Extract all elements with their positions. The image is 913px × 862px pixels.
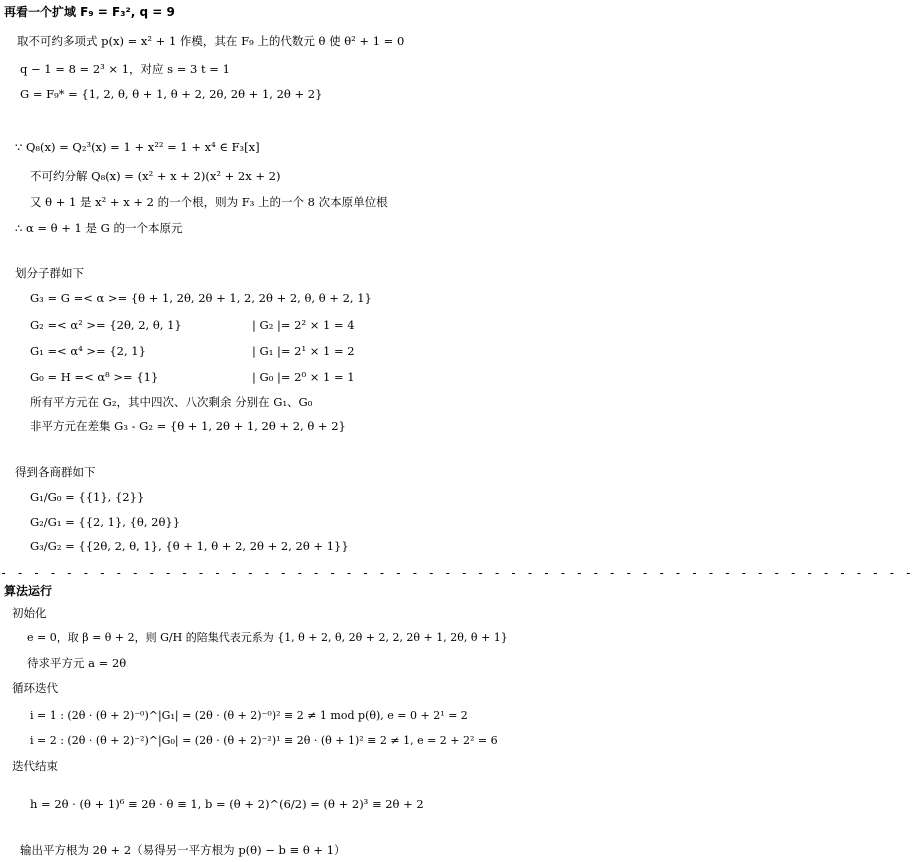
iteration-1-line: i = 1 : (2θ · (θ + 2)⁻⁰)^|G₁| = (2θ · (θ + 2)⁻⁰)² ≡ 2 ≠ 1 mod p(θ), e = 0 + 2¹ = 2 [30,709,468,722]
factorization-line: 不可约分解 Q₈(x) = (x² + x + 2)(x² + 2x + 2) [30,169,281,183]
cyclotomic-line: ∵ Q₈(x) = Q₂³(x) = 1 + x²² = 1 + x⁴ ∈ F₃[x] [15,140,260,154]
quotient-g3-g2: G₃/G₂ = {{2θ, 2, θ, 1}, {θ + 1, θ + 2, 2θ + 2, 2θ + 1}} [30,539,349,553]
quotient-g2-g1: G₂/G₁ = {{2, 1}, {θ, 2θ}} [30,515,181,529]
modulus-line: 取不可约多项式 p(x) = x² + 1 作模，其在 F₉ 上的代数元 θ 使 θ² + 1 = 0 [17,34,405,48]
primitive-element-line: ∴ α = θ + 1 是 G 的一个本原元 [15,221,183,235]
section-divider: - - - - - - - - - - - - - - - - - - - - - - - - - - - - - - - - - - - - - - - - - - - - - - - - - - - - - - - - [0,566,913,580]
squares-location-line: 所有平方元在 G₂，其中四次、八次剩余 分别在 G₁、G₀ [30,395,313,409]
quotient-heading: 得到各商群如下 [15,465,96,479]
pending-square-line: 待求平方元 a = 2θ [27,656,127,670]
quotient-g1-g0: G₁/G₀ = {{1}, {2}} [30,490,145,504]
root-line: 又 θ + 1 是 x² + x + 2 的一个根，则为 F₃ 上的一个 8 次本原单位根 [30,195,388,209]
subgroup-g2-order: | G₂ |= 2² × 1 = 4 [252,318,355,332]
iteration-2-line: i = 2 : (2θ · (θ + 2)⁻²)^|G₀| = (2θ · (θ + 2)⁻²)¹ ≡ 2θ · (θ + 1)² ≡ 2 ≠ 1, e = 2 + 2² = 6 [30,734,498,747]
subgroup-g1-order: | G₁ |= 2¹ × 1 = 2 [252,344,355,358]
subgroup-g3: G₃ = G =< α >= {θ + 1, 2θ, 2θ + 1, 2, 2θ + 2, θ, θ + 2, 1} [30,291,372,305]
nonsquares-line: 非平方元在差集 G₃ - G₂ = {θ + 1, 2θ + 1, 2θ + 2, θ + 2} [30,419,346,433]
subgroup-g0: G₀ = H =< α⁸ >= {1} [30,370,159,384]
subgroups-heading: 划分子群如下 [15,266,84,280]
group-elements-line: G = F₉* = {1, 2, θ, θ + 1, θ + 2, 2θ, 2θ + 1, 2θ + 2} [20,87,323,101]
subgroup-g0-order: | G₀ |= 2⁰ × 1 = 1 [252,370,355,384]
result-h-b-line: h = 2θ · (θ + 1)⁶ ≡ 2θ · θ ≡ 1, b = (θ + 2)^(6/2) = (θ + 2)³ ≡ 2θ + 2 [30,797,424,811]
init-line: e = 0，取 β = θ + 2，则 G/H 的陪集代表元系为 {1, θ + 2, θ, 2θ + 2, 2, 2θ + 1, 2θ, θ + 1} [27,631,508,644]
subgroup-g1: G₁ =< α⁴ >= {2, 1} [30,344,146,358]
loop-heading: 循环迭代 [12,681,58,695]
section-title-algorithm: 算法运行 [4,584,53,598]
section-title-extension: 再看一个扩域 F₉ = F₃², q = 9 [4,5,175,19]
output-line: 输出平方根为 2θ + 2（易得另一平方根为 p(θ) − b ≡ θ + 1） [20,843,346,857]
init-heading: 初始化 [12,606,47,620]
loop-end-heading: 迭代结束 [12,759,58,773]
subgroup-g2: G₂ =< α² >= {2θ, 2, θ, 1} [30,318,182,332]
order-decomposition-line: q − 1 = 8 = 2³ × 1，对应 s = 3 t = 1 [20,62,230,76]
